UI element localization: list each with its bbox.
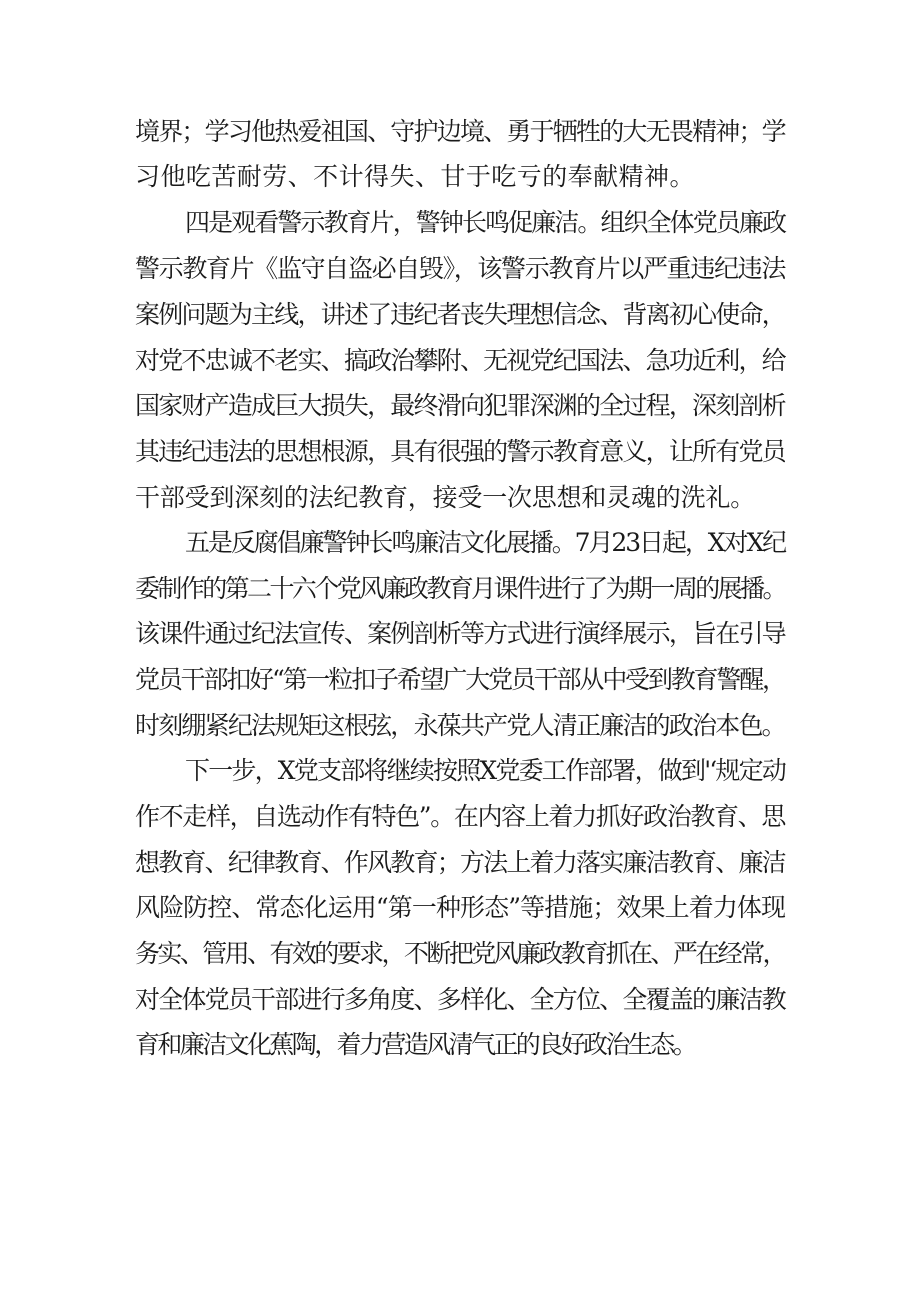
text-line: 干部受到深刻的法纪教育，接受一次思想和灵魂的洗礼。 (135, 483, 756, 512)
text-line: 作不走样，自选动作有特色”。在内容上着力抓好政治教育、思 (135, 802, 785, 831)
paragraph-start-line: 五是反腐倡廉警钟长鸣廉洁文化展播。7月23日起，X对X纪 (185, 528, 786, 557)
text-line: 境界；学习他热爱祖国、守护边境、勇于牺牲的大无畏精神；学 (135, 117, 785, 146)
text-line: 党员干部扣好“第一粒扣子希望广大党员干部从中受到教育警醒， (135, 665, 785, 694)
text-line: 国家财产造成巨大损失，最终滑向犯罪深渊的全过程，深刻剖析 (135, 391, 785, 420)
text-line: 对党不忠诚不老实、搞政治攀附、无视党纪国法、急功近利，给 (135, 346, 785, 375)
text-line: 案例问题为主线，讲述了违纪者丧失理想信念、背离初心使命， (135, 300, 785, 329)
text-line: 时刻绷紧纪法规矩这根弦，永葆共产党人清正廉洁的政治本色。 (135, 711, 785, 740)
text-line: 育和廉洁文化蕉陶，着力营造风清气正的良好政治生态。 (135, 1030, 696, 1059)
text-line: 风险防控、常态化运用“第一种形态”等措施；效果上着力体现 (135, 893, 786, 922)
text-line: 务实、管用、有效的要求，不断把党风廉政教育抓在、严在经常， (135, 939, 785, 968)
text-line: 想教育、纪律教育、作风教育；方法上着力落实廉洁教育、廉洁 (135, 848, 785, 877)
text-line: 习他吃苦耐劳、不计得失、甘于吃亏的奉献精神。 (135, 162, 695, 191)
text-line: 委制作的第二十六个党风廉政教育月课件进行了为期一周的展播。 (135, 574, 785, 603)
text-line: 该课件通过纪法宣传、案例剖析等方式进行演绎展示，旨在引导 (135, 619, 785, 648)
text-line: 警示教育片《监守自盗必自毁》，该警示教育片以严重违纪违法 (135, 254, 785, 283)
paragraph-start-line: 下一步，X党支部将继续按照X党委工作部署，做到'‘规定动 (185, 756, 786, 785)
text-line: 其违纪违法的思想根源，具有很强的警示教育意义，让所有党员 (135, 437, 785, 466)
text-line: 对全体党员干部进行多角度、多样化、全方位、全覆盖的廉洁教 (135, 985, 785, 1014)
paragraph-start-line: 四是观看警示教育片，警钟长鸣促廉洁。组织全体党员廉政 (185, 208, 786, 237)
